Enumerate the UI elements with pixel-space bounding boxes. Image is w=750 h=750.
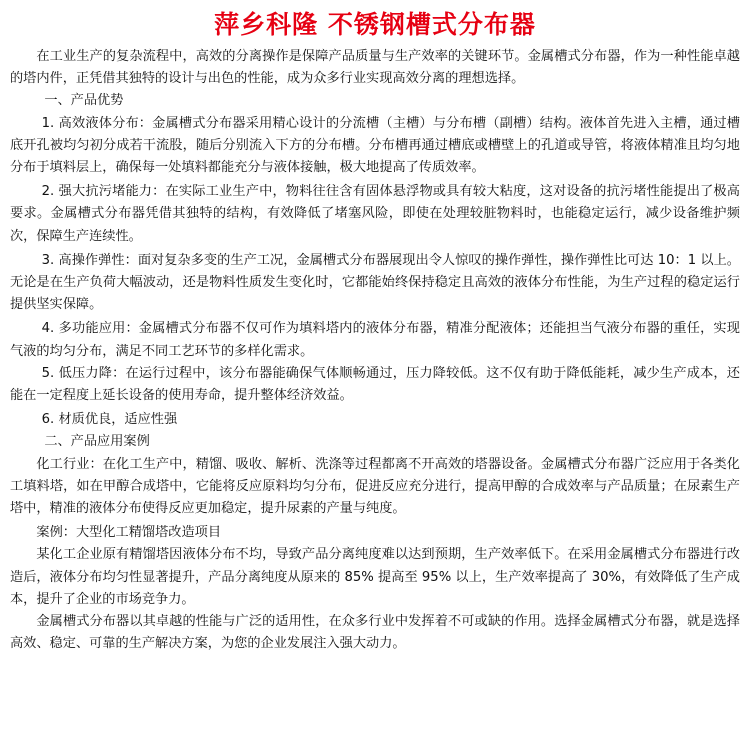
advantage-item-1: 1. 高效液体分布：金属槽式分布器采用精心设计的分流槽（主槽）与分布槽（副槽）结构。液体首先进入主槽，通过槽底开孔被均匀初分成若干流股，随后分别流入下方的分布槽。分布槽再通过槽底或槽壁上的孔道或导管，将液体精准且均匀地分布于填料层上，确保每一处填料都能充分与液体接触，极大地提高了传质效率。 [10, 115, 740, 176]
advantage-item-6: 6. 材质优良，适应性强 [41, 412, 178, 428]
section-heading-cases: 二、产品应用案例 [44, 434, 150, 450]
advantage-item-4: 4. 多功能应用：金属槽式分布器不仅可作为填料塔内的液体分布器，精准分配液体；还能担当气液分布器的重任，实现气液的均匀分布，满足不同工艺环节的多样化需求。 [10, 321, 740, 359]
advantage-item-2: 2. 强大抗污堵能力：在实际工业生产中，物料往往含有固体悬浮物或具有较大粘度，这对设备的抗污堵性能提出了极高要求。金属槽式分布器凭借其独特的结构，有效降低了堵塞风险，即使在处理较脏物料时，也能稳定运行，减少设备维护频次，保障生产连续性。 [10, 184, 740, 244]
document-title: 萍乡科隆 不锈钢槽式分布器 [214, 10, 536, 39]
case-paragraph: 某化工企业原有精馏塔因液体分布不均，导致产品分离纯度难以达到预期，生产效率低下。在采用金属槽式分布器进行改造后，液体分布均匀性显著提升，产品分离纯度从原来的 85% 提高至 95% 以上，生产效率提高了 30%，有效降低了生产成本，提升了企业的市场竞争力。 [10, 547, 740, 607]
conclusion-paragraph: 金属槽式分布器以其卓越的性能与广泛的适用性，在众多行业中发挥着不可或缺的作用。选择金属槽式分布器，就是选择高效、稳定、可靠的生产解决方案，为您的企业发展注入强大动力。 [10, 614, 740, 652]
advantage-item-3: 3. 高操作弹性：面对复杂多变的生产工况，金属槽式分布器展现出令人惊叹的操作弹性，操作弹性比可达 10：1 以上。无论是在生产负荷大幅波动，还是物料性质发生变化时，它都能始终保持稳定且高效的液体分布性能，为生产过程的稳定运行提供坚实保障。 [10, 252, 740, 313]
advantage-item-5: 5. 低压力降：在运行过程中，该分布器能确保气体顺畅通过，压力降较低。这不仅有助于降低能耗，减少生产成本，还能在一定程度上延长设备的使用寿命，提升整体经济效益。 [10, 365, 740, 404]
case-label: 案例：大型化工精馏塔改造项目 [36, 525, 222, 541]
intro-paragraph: 在工业生产的复杂流程中，高效的分离操作是保障产品质量与生产效率的关键环节。金属槽式分布器，作为一种性能卓越的塔内件，正凭借其独特的设计与出色的性能，成为众多行业实现高效分离的理想选择。 [10, 49, 740, 87]
section-heading-advantages: 一、产品优势 [44, 93, 124, 109]
chemical-industry-paragraph: 化工行业：在化工生产中，精馏、吸收、解析、洗涤等过程都离不开高效的塔器设备。金属槽式分布器广泛应用于各类化工填料塔，如在甲醇合成塔中，它能将反应原料均匀分布，促进反应充分进行，提高甲醇的合成效率与产品质量；在尿素生产塔中，精准的液体分布使得反应更加稳定，提升尿素的产量与纯度。 [10, 456, 740, 517]
